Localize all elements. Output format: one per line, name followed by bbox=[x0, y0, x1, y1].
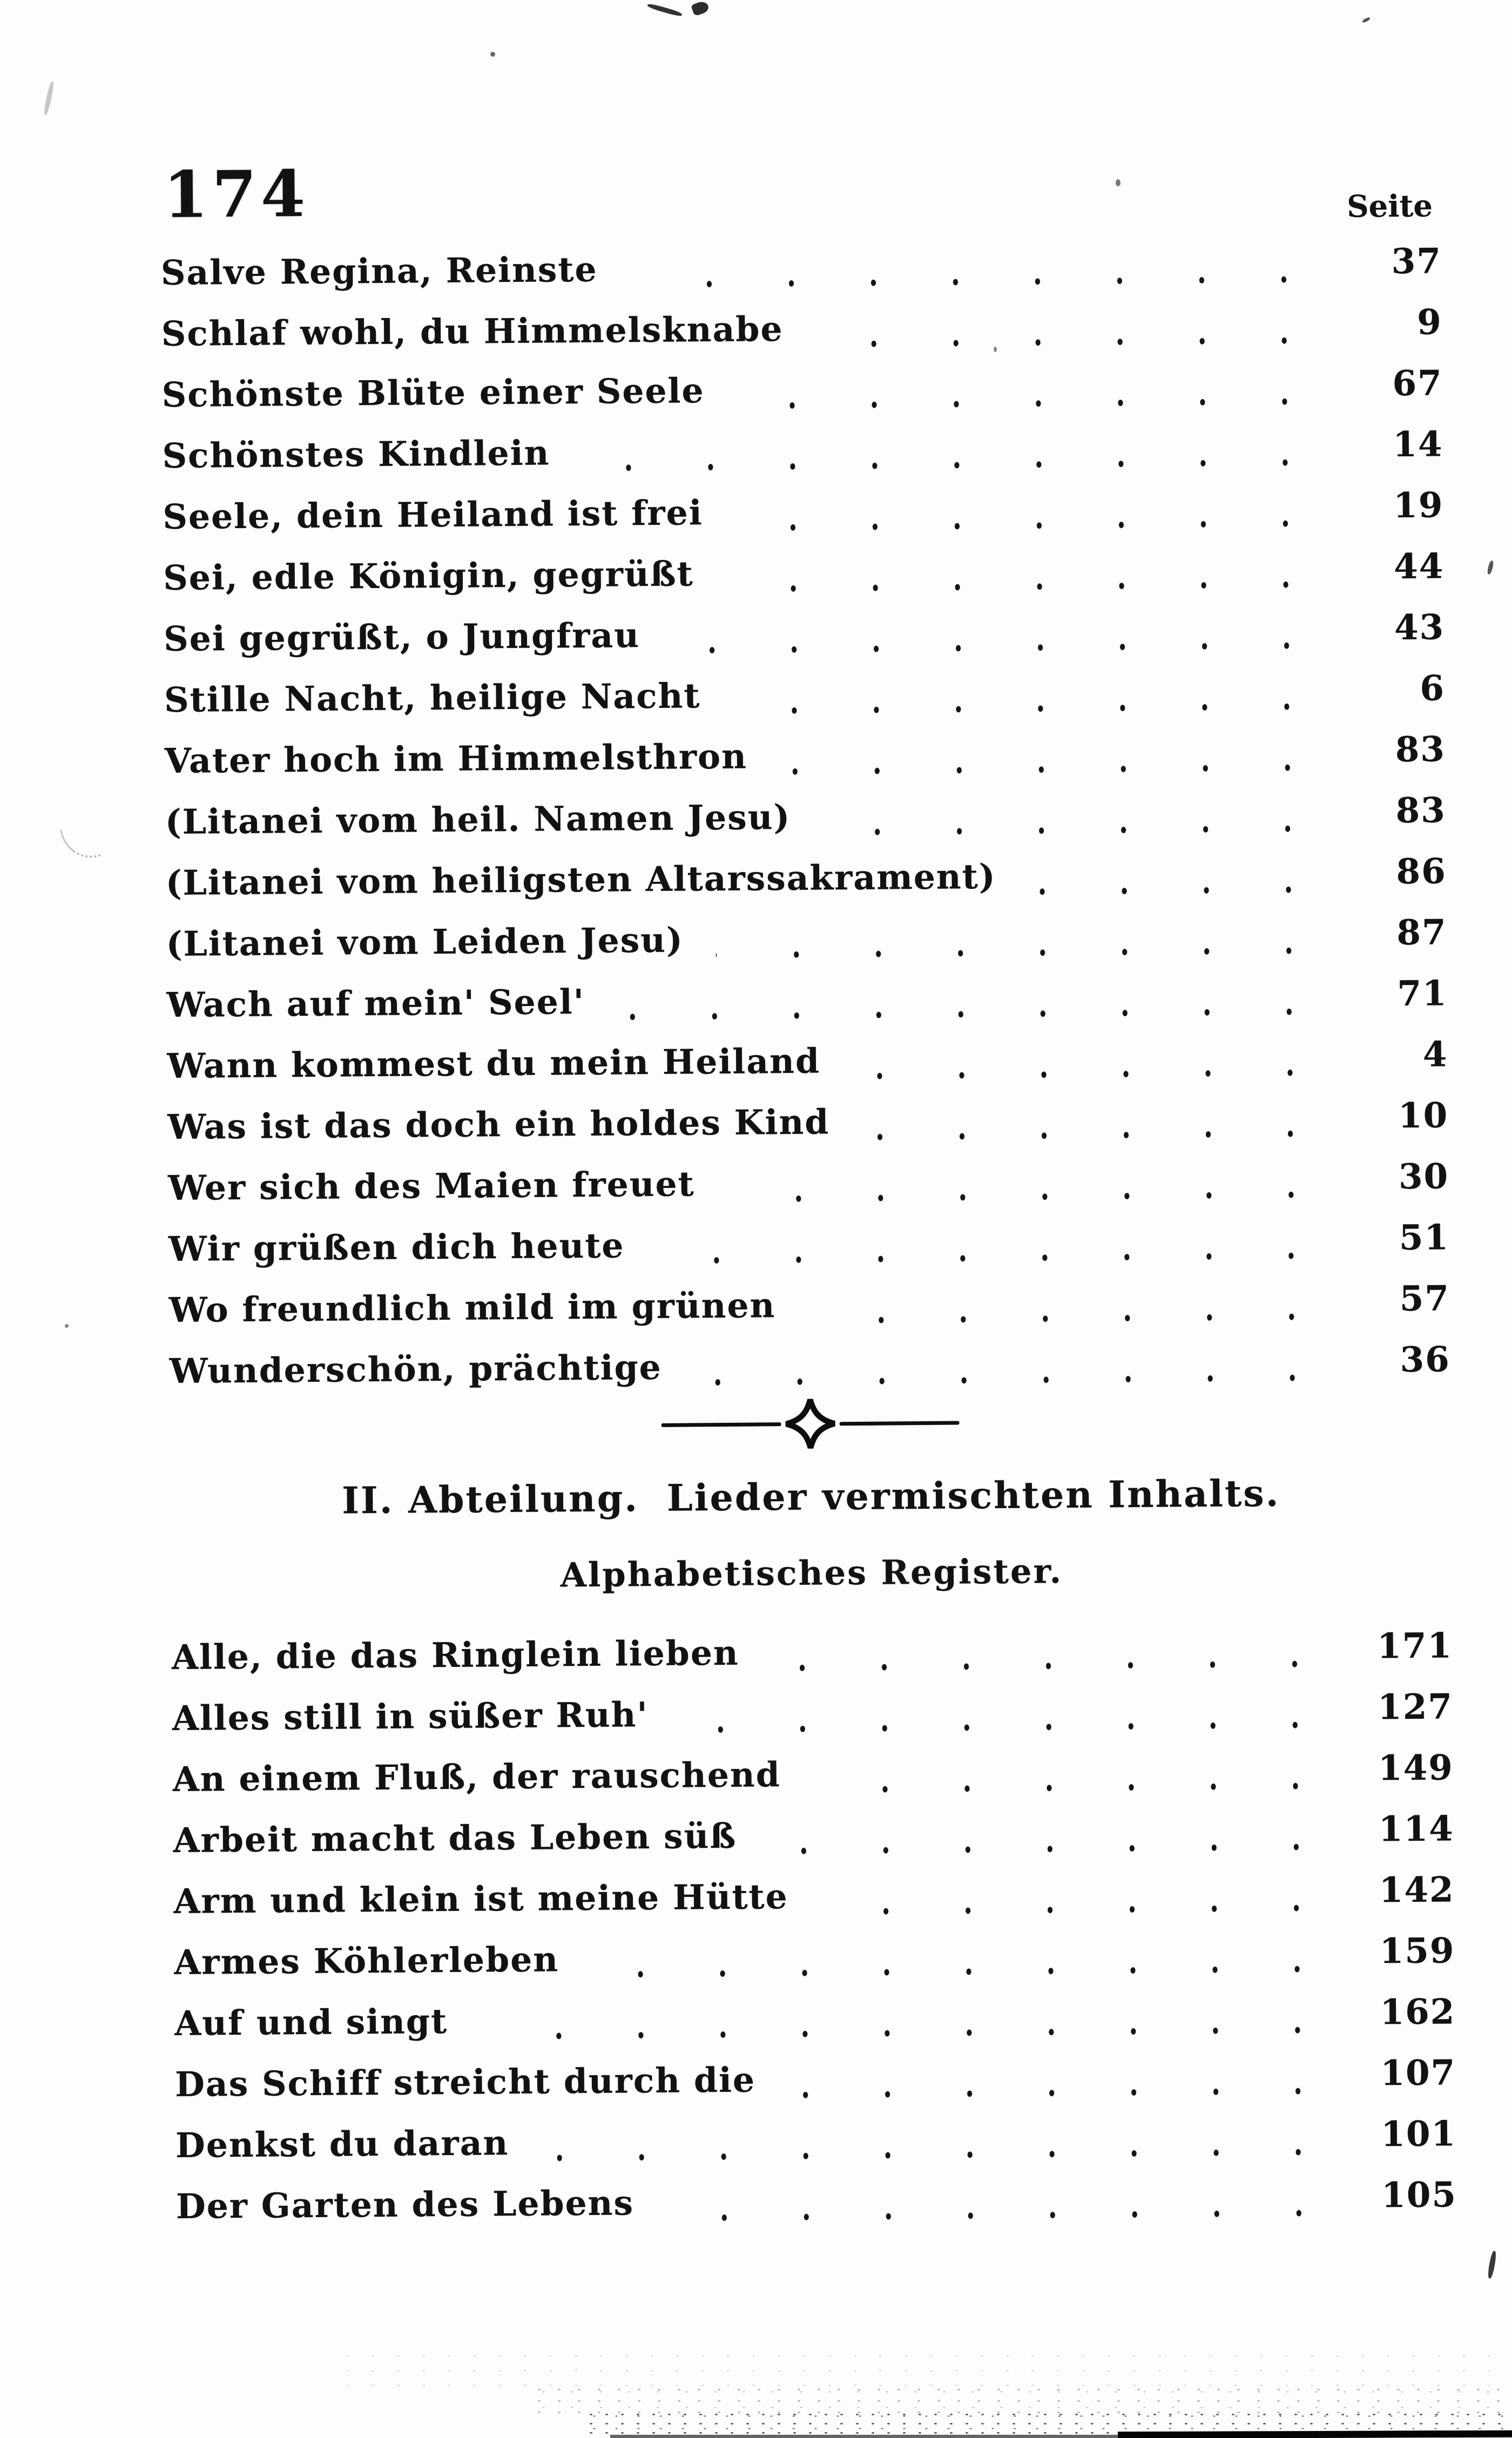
song-title: Armes Köhlerleben bbox=[174, 1939, 559, 1982]
toc-row bbox=[167, 1080, 1449, 1152]
divider-line-right bbox=[840, 1421, 960, 1426]
song-title: Schönstes Kindlein bbox=[162, 433, 550, 476]
page-content bbox=[159, 0, 1459, 2438]
song-title: (Litanei vom heiligsten Altarssakrament) bbox=[165, 856, 996, 903]
toc-row bbox=[174, 1916, 1455, 1987]
scan-edge-shadow bbox=[610, 2435, 1129, 2438]
index-list-second-section bbox=[172, 1611, 1457, 2231]
song-title: Stille Nacht, heilige Nacht bbox=[164, 676, 701, 720]
page-ref: 83 bbox=[1395, 729, 1446, 771]
page-ref: 67 bbox=[1392, 363, 1443, 404]
song-title: Arm und klein ist meine Hütte bbox=[173, 1876, 788, 1921]
toc-row bbox=[163, 531, 1444, 603]
song-title: Arbeit macht das Leben süß bbox=[173, 1815, 737, 1860]
page-ref: 159 bbox=[1379, 1930, 1455, 1972]
scan-speck bbox=[1116, 179, 1120, 186]
scan-speck bbox=[1487, 2251, 1497, 2279]
toc-row bbox=[168, 1264, 1450, 1335]
toc-row bbox=[166, 897, 1447, 969]
song-title: Denkst du daran bbox=[175, 2123, 509, 2165]
scan-edge-black-bar bbox=[1118, 2430, 1512, 2438]
toc-row bbox=[165, 775, 1446, 847]
page-ref: 114 bbox=[1378, 1808, 1454, 1850]
section-subheading: Alphabetisches Register. bbox=[560, 1551, 1063, 1595]
page-ref: 4 bbox=[1422, 1034, 1448, 1075]
scan-pencil-arc-artifact bbox=[60, 821, 102, 864]
page-ref: 171 bbox=[1377, 1625, 1453, 1667]
toc-row bbox=[173, 1794, 1454, 1865]
toc-row bbox=[174, 1977, 1456, 2048]
page-ref: 10 bbox=[1398, 1095, 1449, 1137]
song-title: An einem Fluß, der rauschend bbox=[172, 1754, 781, 1799]
song-title: Wer sich des Maien freuet bbox=[167, 1164, 696, 1208]
page-ref: 162 bbox=[1380, 1991, 1456, 2033]
page-ref: 105 bbox=[1381, 2174, 1457, 2216]
toc-row bbox=[167, 1019, 1448, 1091]
toc-row bbox=[172, 1611, 1453, 1682]
toc-row bbox=[172, 1672, 1453, 1743]
song-title: Vater hoch im Himmelsthron bbox=[164, 736, 748, 781]
song-title: Der Garten des Lebens bbox=[176, 2183, 634, 2226]
song-title: Wach auf mein' Seel' bbox=[166, 981, 585, 1025]
index-list-first-section bbox=[160, 226, 1450, 1396]
song-title: Alle, die das Ringlein lieben bbox=[171, 1632, 739, 1677]
section-heading-title: Lieder vermischten Inhalts. bbox=[666, 1471, 1280, 1520]
page-ref: 142 bbox=[1379, 1869, 1455, 1911]
toc-row bbox=[160, 226, 1442, 298]
toc-row bbox=[161, 287, 1442, 359]
scan-speck bbox=[994, 347, 997, 352]
scan-speck bbox=[65, 1324, 69, 1328]
page-ref: 149 bbox=[1378, 1747, 1454, 1789]
scan-speck bbox=[43, 81, 55, 116]
toc-row bbox=[176, 2099, 1457, 2170]
page-ref: 86 bbox=[1396, 851, 1447, 893]
dot-leader bbox=[694, 1368, 1333, 1392]
toc-row bbox=[161, 348, 1443, 420]
page-ref: 57 bbox=[1399, 1278, 1450, 1320]
song-title: Sei gegrüßt, o Jungfrau bbox=[163, 615, 640, 659]
toc-row bbox=[164, 653, 1446, 725]
song-title: Sei, edle Königin, gegrüßt bbox=[163, 553, 694, 598]
song-title: Schlaf wohl, du Himmelsknabe bbox=[161, 309, 784, 354]
toc-row bbox=[175, 2038, 1456, 2109]
toc-row bbox=[164, 714, 1446, 786]
toc-row bbox=[166, 958, 1448, 1030]
section-heading-number: II. Abteilung. bbox=[341, 1477, 639, 1523]
song-title: Schönste Blüte einer Seele bbox=[161, 370, 705, 415]
dot-leader bbox=[666, 2204, 1340, 2227]
song-title: Seele, dein Heiland ist frei bbox=[163, 492, 703, 537]
toc-row bbox=[176, 2160, 1457, 2231]
toc-row bbox=[162, 409, 1443, 481]
toc-row bbox=[165, 836, 1447, 908]
page-ref: 37 bbox=[1391, 241, 1442, 282]
diamond-ornament-icon bbox=[784, 1397, 836, 1450]
page-ref: 107 bbox=[1380, 2052, 1456, 2094]
toc-row bbox=[169, 1325, 1450, 1396]
page-ref: 30 bbox=[1398, 1156, 1449, 1198]
song-title: (Litanei vom Leiden Jesu) bbox=[166, 920, 684, 964]
toc-row bbox=[168, 1142, 1449, 1213]
song-title: Salve Regina, Reinste bbox=[160, 249, 598, 293]
scan-speck bbox=[490, 52, 495, 57]
song-title: Wo freundlich mild im grünen bbox=[168, 1285, 776, 1330]
section-divider bbox=[170, 1392, 1451, 1456]
page-ref: 19 bbox=[1393, 485, 1444, 526]
song-title: Alles still in süßer Ruh' bbox=[172, 1694, 649, 1738]
page-ref: 36 bbox=[1400, 1339, 1451, 1381]
song-title: Wir grüßen dich heute bbox=[168, 1225, 625, 1269]
dot-leader bbox=[1029, 880, 1329, 901]
divider-line-left bbox=[662, 1422, 781, 1427]
song-title: Das Schiff streicht durch die bbox=[174, 2059, 756, 2104]
song-title: Wann kommest du mein Heiland bbox=[167, 1041, 821, 1086]
page-number: 174 bbox=[163, 156, 310, 233]
page-ref: 44 bbox=[1393, 546, 1444, 587]
page-ref: 9 bbox=[1416, 302, 1442, 343]
toc-row bbox=[163, 470, 1444, 542]
page-ref: 71 bbox=[1397, 973, 1448, 1015]
song-title: Was ist das doch ein holdes Kind bbox=[167, 1102, 830, 1147]
toc-row bbox=[168, 1203, 1450, 1274]
toc-row bbox=[172, 1733, 1454, 1804]
toc-row bbox=[173, 1855, 1455, 1926]
page-ref: 6 bbox=[1420, 668, 1446, 709]
page-ref: 51 bbox=[1399, 1217, 1450, 1259]
toc-row bbox=[164, 592, 1445, 664]
section-heading bbox=[171, 1471, 1452, 1523]
scan-speck bbox=[1487, 560, 1494, 575]
page-ref: 101 bbox=[1381, 2113, 1457, 2155]
page-ref: 14 bbox=[1393, 424, 1443, 465]
page-ref: 127 bbox=[1377, 1686, 1454, 1728]
page-ref: 43 bbox=[1394, 607, 1445, 649]
page-ref: 83 bbox=[1395, 790, 1447, 832]
song-title: (Litanei vom heil. Namen Jesu) bbox=[165, 796, 791, 842]
page-ref: 87 bbox=[1396, 912, 1447, 954]
page-column-header: Seite bbox=[1346, 188, 1433, 225]
song-title: Wunderschön, prächtige bbox=[169, 1347, 662, 1391]
song-title: Auf und singt bbox=[174, 2001, 448, 2043]
